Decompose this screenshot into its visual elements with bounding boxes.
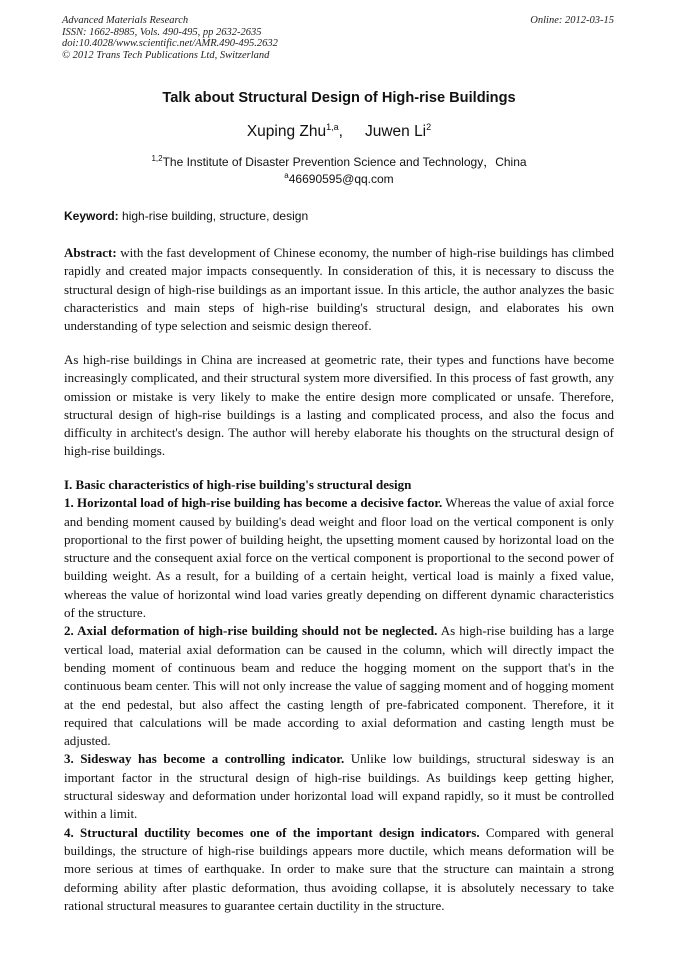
item-text: Whereas the value of axial force and bending moment caused by building's dead weight and floor load on the vertical component is only proportional to the first power of building height, the upsetting moment caused by horizontal load on the structure and the consequent axial force on the vertical component is proportional to the second power of building weight. As a result, for a building of a certain height, vertical load is mainly a fixed value, whereas the value of horizontal wind load varies greatly depending on different dynamic characteristics of the structure.	[64, 495, 614, 621]
copyright-line: © 2012 Trans Tech Publications Ltd, Switzerland	[62, 49, 270, 61]
author-superscript: 2	[426, 121, 432, 132]
item-text: As high-rise building has a large vertical load, material axial deformation can be caused in the column, which will directly impact the bending moment of continuous beam and reduce the hogging moment on the support that's in the continuous beam center. This will not only increase the value of sagging moment and of hogging moment at the end pedestal, but also affect the casting length of pre-fabricated component. Therefore, it it required that calculations will be made according to axial deformation and casting length must be adjusted.	[64, 623, 615, 749]
paper-title: Talk about Structural Design of High-rise Buildings	[162, 90, 516, 106]
keywords-line	[64, 209, 308, 223]
journal-name: Advanced Materials Research	[62, 15, 189, 26]
email-text: 46690595@qq.com	[288, 172, 394, 186]
item-lead: 1. Horizontal load of high-rise building has become a decisive factor.	[64, 495, 443, 511]
intro-text: As high-rise buildings in China are increased at geometric rate, their types and functions have become increasingly complicated, and their structural system more diversified. In this process of fast growth, any omission or mistake is very likely to make the entire design more complicated or unsafe. Therefore, structural design of high-rise buildings is a lasting and complicated process, and also the focus and difficulty in architect's design. The author will hereby elaborate his thoughts on the structural design of high-rise buildings.	[64, 352, 614, 459]
item-text: Unlike low buildings, structural sidesway is an important factor in the structural design of high-rise buildings. As buildings keep getting higher, structural sidesway and deformation under horizontal load will expand rapidly, so it must be controlled within a limit.	[64, 751, 615, 822]
item-lead: 2. Axial deformation of high-rise building should not be neglected.	[64, 623, 438, 639]
section-basic-characteristics	[64, 476, 614, 915]
author-line	[0, 123, 678, 141]
online-date: Online: 2012-03-15	[530, 15, 614, 26]
author-name: Juwen Li	[364, 123, 427, 140]
section-heading: I. Basic characteristics of high-rise building's structural design	[64, 477, 412, 492]
affiliation-text: The Institute of Disaster Prevention Science and Technology，China	[162, 155, 527, 169]
author-separator: ,	[338, 123, 343, 140]
keywords-label: Keyword:	[64, 209, 119, 223]
email-superscript: a	[284, 171, 289, 180]
list-item	[64, 622, 614, 750]
doi-line: doi:10.4028/www.scientific.net/AMR.490-495.2632	[62, 38, 278, 49]
introduction-paragraph	[64, 351, 614, 461]
abstract-label: Abstract:	[64, 245, 117, 260]
item-text: Compared with general buildings, the structure of high-rise buildings appears more ductile, which means deformation will be more serious at times of earthquake. In order to make sure that the structure can maintain a strong deforming ability after plastic deformation, thus avoiding collapse, it is absolutely necessary to take rational structural measures to guarantee certain ductility in the structure.	[64, 824, 614, 913]
issn-line: ISSN: 1662-8985, Vols. 490-495, pp 2632-2635	[62, 26, 262, 38]
keywords-text: high-rise building, structure, design	[118, 209, 309, 223]
journal-header	[62, 15, 278, 61]
item-lead: 3. Sidesway has become a controlling indicator.	[64, 751, 345, 767]
author-name: Xuping Zhu	[246, 123, 327, 140]
author-superscript: 1,a	[326, 121, 339, 132]
list-item	[64, 750, 614, 823]
abstract-text: with the fast development of Chinese economy, the number of high-rise buildings has climbed rapidly and created major impacts consequently. In consideration of this, it is necessary to discuss the structural design of high-rise buildings as an important issue. In this article, the author analyzes the basic characteristics and main steps of high-rise building's structural design, and elaborates his own understanding of type selection and seismic design thereof.	[64, 245, 614, 334]
affiliation-superscript: 1,2	[151, 154, 163, 163]
author-email	[0, 172, 678, 186]
abstract	[64, 244, 614, 335]
affiliation	[0, 153, 678, 170]
list-item	[64, 824, 614, 915]
item-lead: 4. Structural ductility becomes one of the important design indicators.	[64, 824, 480, 840]
list-item	[64, 494, 614, 622]
